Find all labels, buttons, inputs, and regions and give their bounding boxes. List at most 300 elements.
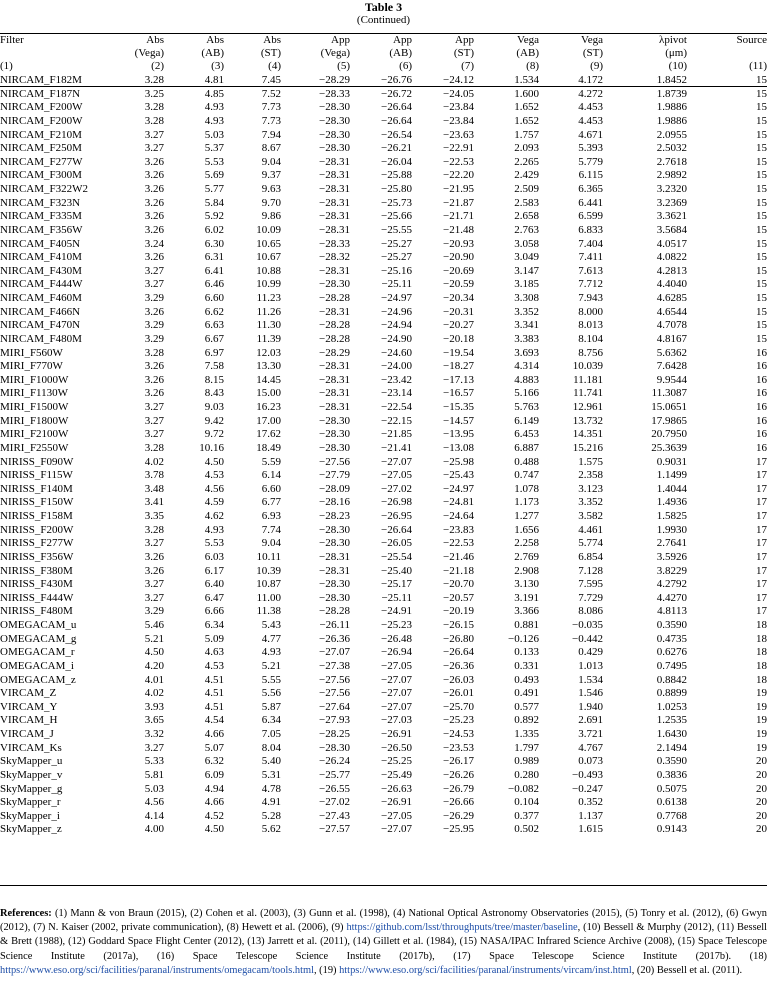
- value-cell: −26.03: [443, 673, 474, 686]
- table-row: [0, 319, 767, 333]
- value-cell: −26.64: [381, 101, 412, 114]
- value-cell: 15: [756, 87, 767, 100]
- filter-cell: NIRCAM_F322W2: [0, 183, 89, 196]
- value-cell: −22.53: [443, 155, 474, 168]
- value-cell: −0.493: [572, 768, 603, 781]
- header-row-numbers: [0, 60, 767, 74]
- value-cell: −27.02: [381, 482, 412, 495]
- value-cell: 0.280: [514, 768, 539, 781]
- value-cell: −20.18: [443, 332, 474, 345]
- value-cell: 8.04: [261, 741, 281, 754]
- value-cell: 3.3621: [656, 210, 687, 223]
- value-cell: 5.33: [144, 755, 164, 768]
- value-cell: 5.779: [578, 155, 603, 168]
- value-cell: −26.04: [381, 155, 412, 168]
- value-cell: 6.47: [204, 591, 224, 604]
- value-cell: 4.20: [144, 659, 164, 672]
- value-cell: 11.181: [573, 373, 603, 386]
- reference-text: , (20) Bessell et al. (2011).: [631, 964, 743, 976]
- reference-link[interactable]: https://www.eso.org/sci/facilities/paranal/instruments/vircam/inst.html: [339, 964, 632, 976]
- value-cell: 17: [756, 537, 767, 550]
- reference-link[interactable]: https://github.com/lsst/throughputs/tree/master/baseline: [346, 922, 578, 934]
- value-cell: 4.66: [204, 728, 224, 741]
- value-cell: 1.797: [514, 741, 539, 754]
- value-cell: −28.31: [319, 387, 350, 400]
- value-cell: 15: [756, 128, 767, 141]
- value-cell: 8.086: [578, 605, 603, 618]
- filter-cell: OMEGACAM_i: [0, 659, 74, 672]
- value-cell: −26.24: [319, 755, 350, 768]
- value-cell: 0.7768: [656, 809, 687, 822]
- table-row: [0, 129, 767, 143]
- value-cell: 16: [756, 346, 767, 359]
- value-cell: −26.91: [381, 728, 412, 741]
- value-cell: 13.30: [256, 360, 281, 373]
- value-cell: 6.40: [204, 578, 224, 591]
- value-cell: 3.27: [144, 741, 164, 754]
- value-cell: 1.335: [514, 728, 539, 741]
- value-cell: 2.763: [514, 223, 539, 236]
- value-cell: −28.30: [319, 114, 350, 127]
- value-cell: 17.00: [256, 414, 281, 427]
- value-cell: −25.11: [381, 591, 412, 604]
- value-cell: 3.352: [578, 496, 603, 509]
- value-cell: 7.74: [261, 523, 281, 536]
- value-cell: −25.77: [319, 768, 350, 781]
- value-cell: 5.07: [204, 741, 224, 754]
- value-cell: 1.013: [578, 659, 603, 672]
- header-label-col-7: App: [455, 34, 474, 46]
- value-cell: −28.30: [319, 578, 350, 591]
- value-cell: −25.23: [381, 619, 412, 632]
- table-row: [0, 674, 767, 688]
- value-cell: 4.51: [204, 673, 224, 686]
- value-cell: 20: [756, 809, 767, 822]
- header-unit-col-2: (Vega): [134, 47, 164, 59]
- value-cell: −18.27: [443, 360, 474, 373]
- value-cell: 5.03: [144, 782, 164, 795]
- value-cell: 0.331: [514, 659, 539, 672]
- value-cell: 10.87: [256, 578, 281, 591]
- value-cell: −21.18: [443, 564, 474, 577]
- value-cell: 25.3639: [651, 441, 687, 454]
- table-row: [0, 210, 767, 224]
- value-cell: 3.93: [144, 700, 164, 713]
- value-cell: 4.59: [204, 496, 224, 509]
- value-cell: 7.943: [578, 292, 603, 305]
- value-cell: −26.76: [381, 74, 412, 87]
- value-cell: 17: [756, 482, 767, 495]
- table-row: [0, 115, 767, 129]
- value-cell: 4.93: [204, 523, 224, 536]
- value-cell: 2.258: [514, 537, 539, 550]
- value-cell: 11.39: [256, 332, 281, 345]
- header-number-col-3: (3): [211, 60, 224, 72]
- header-label-col-1: Filter: [0, 34, 24, 46]
- value-cell: 17: [756, 455, 767, 468]
- table-row: [0, 728, 767, 742]
- value-cell: 5.53: [204, 155, 224, 168]
- table-row: [0, 387, 767, 401]
- value-cell: 3.28: [144, 74, 164, 87]
- value-cell: 15: [756, 223, 767, 236]
- reference-link[interactable]: https://www.eso.org/sci/facilities/paranal/instruments/omegacam/tools.html: [0, 964, 314, 976]
- reference-text: , (10) Bessell & Murphy (2012), (11) Bessell & Brett (1988), (12) Goddard Space Flight Center (2012), (13) Jarrett et al. (2011), (14) Gillett et al. (1984), (15) NASA/IPAC Infrared Science Archive (2008), (15) Space Telescope Science Institute (2017a), (16) Space Telescope Science Institute (2017b), (17) Space Telescope Science Institute (2017b). (18): [0, 922, 767, 962]
- table-row: [0, 633, 767, 647]
- value-cell: 3.27: [144, 142, 164, 155]
- value-cell: 7.73: [261, 101, 281, 114]
- header-row-labels: [0, 34, 767, 47]
- value-cell: −26.64: [443, 646, 474, 659]
- value-cell: 4.53: [204, 659, 224, 672]
- value-cell: −26.17: [443, 755, 474, 768]
- value-cell: −28.29: [319, 346, 350, 359]
- value-cell: −25.95: [443, 823, 474, 836]
- value-cell: 5.46: [144, 619, 164, 632]
- value-cell: −28.31: [319, 223, 350, 236]
- value-cell: −21.95: [443, 183, 474, 196]
- data-table: [0, 34, 767, 837]
- value-cell: 20.7950: [651, 428, 687, 441]
- table-row: [0, 496, 767, 510]
- table-row: [0, 142, 767, 156]
- value-cell: 4.78: [261, 782, 281, 795]
- value-cell: 3.29: [144, 605, 164, 618]
- value-cell: 10.67: [256, 251, 281, 264]
- value-cell: 19: [756, 687, 767, 700]
- value-cell: −27.93: [319, 714, 350, 727]
- value-cell: −26.15: [443, 619, 474, 632]
- table-row: [0, 156, 767, 170]
- value-cell: 0.104: [514, 796, 539, 809]
- value-cell: −27.56: [319, 455, 350, 468]
- value-cell: 2.583: [514, 196, 539, 209]
- table-row: [0, 238, 767, 252]
- value-cell: 0.8899: [656, 687, 687, 700]
- value-cell: 10.39: [256, 564, 281, 577]
- value-cell: 3.26: [144, 196, 164, 209]
- filter-cell: NIRCAM_F200W: [0, 114, 83, 127]
- value-cell: 3.28: [144, 101, 164, 114]
- table-row: [0, 333, 767, 347]
- header-number-col-8: (8): [526, 60, 539, 72]
- value-cell: 1.546: [578, 687, 603, 700]
- value-cell: 9.42: [204, 414, 224, 427]
- value-cell: 6.09: [204, 768, 224, 781]
- value-cell: 6.93: [261, 510, 281, 523]
- value-cell: 2.0955: [656, 128, 687, 141]
- value-cell: 15: [756, 251, 767, 264]
- value-cell: 1.615: [578, 823, 603, 836]
- table-subtitle: (Continued): [356, 14, 411, 26]
- filter-cell: NIRISS_F444W: [0, 591, 74, 604]
- value-cell: −24.05: [443, 87, 474, 100]
- value-cell: −25.73: [381, 196, 412, 209]
- value-cell: −24.96: [381, 305, 412, 318]
- value-cell: 6.453: [514, 428, 539, 441]
- value-cell: 0.747: [514, 469, 539, 482]
- value-cell: −25.43: [443, 469, 474, 482]
- value-cell: −28.31: [319, 360, 350, 373]
- table-row: [0, 537, 767, 551]
- value-cell: 0.493: [514, 673, 539, 686]
- filter-cell: MIRI_F2100W: [0, 428, 69, 441]
- value-cell: 3.26: [144, 251, 164, 264]
- value-cell: −25.80: [381, 183, 412, 196]
- value-cell: 0.502: [514, 823, 539, 836]
- value-cell: −27.43: [319, 809, 350, 822]
- table-row: [0, 687, 767, 701]
- value-cell: −25.16: [381, 264, 412, 277]
- value-cell: 6.149: [514, 414, 539, 427]
- value-cell: 1.2535: [656, 714, 687, 727]
- value-cell: −26.55: [319, 782, 350, 795]
- value-cell: 15.216: [572, 441, 603, 454]
- value-cell: −28.30: [319, 278, 350, 291]
- header-number-col-4: (4): [268, 60, 281, 72]
- value-cell: 3.28: [144, 346, 164, 359]
- value-cell: 4.53: [204, 469, 224, 482]
- filter-cell: NIRCAM_F430M: [0, 264, 82, 277]
- value-cell: 6.34: [261, 714, 281, 727]
- value-cell: 0.3590: [656, 619, 687, 632]
- value-cell: 11.26: [256, 305, 281, 318]
- value-cell: −26.95: [381, 510, 412, 523]
- value-cell: 6.599: [578, 210, 603, 223]
- value-cell: −25.17: [381, 578, 412, 591]
- value-cell: 0.073: [578, 755, 603, 768]
- value-cell: −26.72: [381, 87, 412, 100]
- filter-cell: SkyMapper_r: [0, 796, 61, 809]
- header-unit-col-8: (AB): [516, 47, 539, 59]
- header-label-col-3: Abs: [206, 34, 224, 46]
- value-cell: −21.87: [443, 196, 474, 209]
- value-cell: 6.17: [204, 564, 224, 577]
- value-cell: −28.31: [319, 169, 350, 182]
- value-cell: 8.43: [204, 387, 224, 400]
- value-cell: 17.62: [256, 428, 281, 441]
- value-cell: 0.9031: [656, 455, 687, 468]
- value-cell: 19: [756, 728, 767, 741]
- value-cell: −27.07: [381, 673, 412, 686]
- value-cell: 20: [756, 782, 767, 795]
- value-cell: 2.7618: [656, 155, 687, 168]
- value-cell: 17: [756, 578, 767, 591]
- value-cell: −28.31: [319, 305, 350, 318]
- value-cell: −28.23: [319, 510, 350, 523]
- filter-cell: SkyMapper_v: [0, 768, 63, 781]
- value-cell: 19: [756, 741, 767, 754]
- value-cell: 0.352: [578, 796, 603, 809]
- value-cell: 0.881: [514, 619, 539, 632]
- value-cell: −26.98: [381, 496, 412, 509]
- header-unit-col-5: (Vega): [320, 47, 350, 59]
- value-cell: 11.741: [573, 387, 603, 400]
- value-cell: 15: [756, 319, 767, 332]
- value-cell: 3.049: [514, 251, 539, 264]
- header-number-col-6: (6): [399, 60, 412, 72]
- value-cell: 0.577: [514, 700, 539, 713]
- value-cell: 3.5684: [656, 223, 687, 236]
- value-cell: 3.383: [514, 332, 539, 345]
- value-cell: 5.92: [204, 210, 224, 223]
- value-cell: 5.59: [261, 455, 281, 468]
- table-row: [0, 742, 767, 756]
- value-cell: 15.0651: [651, 401, 687, 414]
- value-cell: −21.71: [443, 210, 474, 223]
- value-cell: 16: [756, 401, 767, 414]
- value-cell: 15: [756, 292, 767, 305]
- value-cell: 11.38: [256, 605, 281, 618]
- value-cell: −26.64: [381, 523, 412, 536]
- value-cell: −22.54: [381, 401, 412, 414]
- table-row: [0, 769, 767, 783]
- header-label-col-4: Abs: [263, 34, 281, 46]
- value-cell: 4.2792: [656, 578, 687, 591]
- table-row: [0, 578, 767, 592]
- value-cell: 19: [756, 700, 767, 713]
- value-cell: −28.25: [319, 728, 350, 741]
- value-cell: 2.9892: [656, 169, 687, 182]
- value-cell: −26.01: [443, 687, 474, 700]
- value-cell: 3.26: [144, 169, 164, 182]
- value-cell: 6.67: [204, 332, 224, 345]
- value-cell: 0.8842: [656, 673, 687, 686]
- value-cell: −24.97: [443, 482, 474, 495]
- value-cell: 1.652: [514, 114, 539, 127]
- value-cell: 5.53: [204, 537, 224, 550]
- value-cell: 1.137: [578, 809, 603, 822]
- value-cell: 3.29: [144, 319, 164, 332]
- value-cell: −26.48: [381, 632, 412, 645]
- value-cell: 2.7641: [656, 537, 687, 550]
- header-number-col-7: (7): [461, 60, 474, 72]
- value-cell: 4.314: [514, 360, 539, 373]
- value-cell: −28.31: [319, 210, 350, 223]
- value-cell: 5.56: [261, 687, 281, 700]
- value-cell: 3.26: [144, 564, 164, 577]
- value-cell: 3.2369: [656, 196, 687, 209]
- header-unit-col-7: (ST): [453, 47, 474, 59]
- value-cell: −26.63: [381, 782, 412, 795]
- table-row: [0, 810, 767, 824]
- value-cell: 5.21: [261, 659, 281, 672]
- value-cell: −27.03: [381, 714, 412, 727]
- value-cell: −17.13: [443, 373, 474, 386]
- value-cell: −22.20: [443, 169, 474, 182]
- value-cell: 20: [756, 768, 767, 781]
- table-row: [0, 469, 767, 483]
- header-number-col-5: (5): [337, 60, 350, 72]
- value-cell: 2.429: [514, 169, 539, 182]
- reference-text: , (19): [313, 964, 340, 976]
- references-note: [0, 907, 767, 978]
- value-cell: 10.16: [199, 441, 224, 454]
- value-cell: 18: [756, 673, 767, 686]
- table-row: [0, 646, 767, 660]
- value-cell: 1.534: [578, 673, 603, 686]
- value-cell: 0.491: [514, 687, 539, 700]
- table-row: [0, 360, 767, 374]
- value-cell: −19.54: [443, 346, 474, 359]
- value-cell: 6.32: [204, 755, 224, 768]
- value-cell: 3.28: [144, 114, 164, 127]
- table-row: [0, 415, 767, 429]
- value-cell: 4.671: [578, 128, 603, 141]
- value-cell: 15: [756, 196, 767, 209]
- value-cell: 16.23: [256, 401, 281, 414]
- value-cell: 3.65: [144, 714, 164, 727]
- filter-cell: NIRCAM_F182M: [0, 74, 82, 87]
- header-label-col-11: Source: [736, 34, 767, 46]
- value-cell: −24.53: [443, 728, 474, 741]
- value-cell: 15: [756, 210, 767, 223]
- value-cell: −20.93: [443, 237, 474, 250]
- filter-cell: NIRISS_F356W: [0, 550, 74, 563]
- value-cell: 15: [756, 142, 767, 155]
- value-cell: 9.04: [261, 537, 281, 550]
- value-cell: −28.30: [319, 537, 350, 550]
- table-header: [0, 34, 767, 74]
- value-cell: 5.62: [261, 823, 281, 836]
- value-cell: 3.27: [144, 591, 164, 604]
- value-cell: 3.26: [144, 550, 164, 563]
- value-cell: −27.07: [319, 646, 350, 659]
- value-cell: 5.166: [514, 387, 539, 400]
- value-cell: 1.656: [514, 523, 539, 536]
- value-cell: −27.05: [381, 469, 412, 482]
- value-cell: −25.40: [381, 564, 412, 577]
- filter-cell: NIRCAM_F466N: [0, 305, 81, 318]
- value-cell: −26.11: [319, 619, 350, 632]
- value-cell: 2.265: [514, 155, 539, 168]
- value-cell: 4.93: [261, 646, 281, 659]
- value-cell: 3.26: [144, 373, 164, 386]
- value-cell: −0.126: [508, 632, 539, 645]
- header-number-col-11: (11): [749, 60, 767, 72]
- table-row: [0, 783, 767, 797]
- value-cell: −26.29: [443, 809, 474, 822]
- value-cell: 4.93: [204, 114, 224, 127]
- value-cell: −20.27: [443, 319, 474, 332]
- value-cell: −26.26: [443, 768, 474, 781]
- value-cell: −26.36: [319, 632, 350, 645]
- value-cell: 0.488: [514, 455, 539, 468]
- header-unit-col-3: (AB): [201, 47, 224, 59]
- value-cell: 6.833: [578, 223, 603, 236]
- value-cell: 6.115: [578, 169, 603, 182]
- value-cell: 4.4270: [656, 591, 687, 604]
- filter-cell: OMEGACAM_r: [0, 646, 75, 659]
- value-cell: 3.26: [144, 210, 164, 223]
- value-cell: 10.039: [572, 360, 603, 373]
- value-cell: 10.09: [256, 223, 281, 236]
- value-cell: 4.66: [204, 796, 224, 809]
- value-cell: −28.31: [319, 196, 350, 209]
- value-cell: 18: [756, 646, 767, 659]
- value-cell: 12.961: [572, 401, 603, 414]
- value-cell: 7.52: [261, 87, 281, 100]
- value-cell: −26.91: [381, 796, 412, 809]
- value-cell: −28.30: [319, 441, 350, 454]
- table-title: Table 3: [364, 0, 403, 14]
- value-cell: 9.70: [261, 196, 281, 209]
- value-cell: −25.54: [381, 550, 412, 563]
- value-cell: −20.57: [443, 591, 474, 604]
- references-lead: References:: [0, 908, 52, 919]
- value-cell: 17: [756, 605, 767, 618]
- filter-cell: VIRCAM_J: [0, 728, 54, 741]
